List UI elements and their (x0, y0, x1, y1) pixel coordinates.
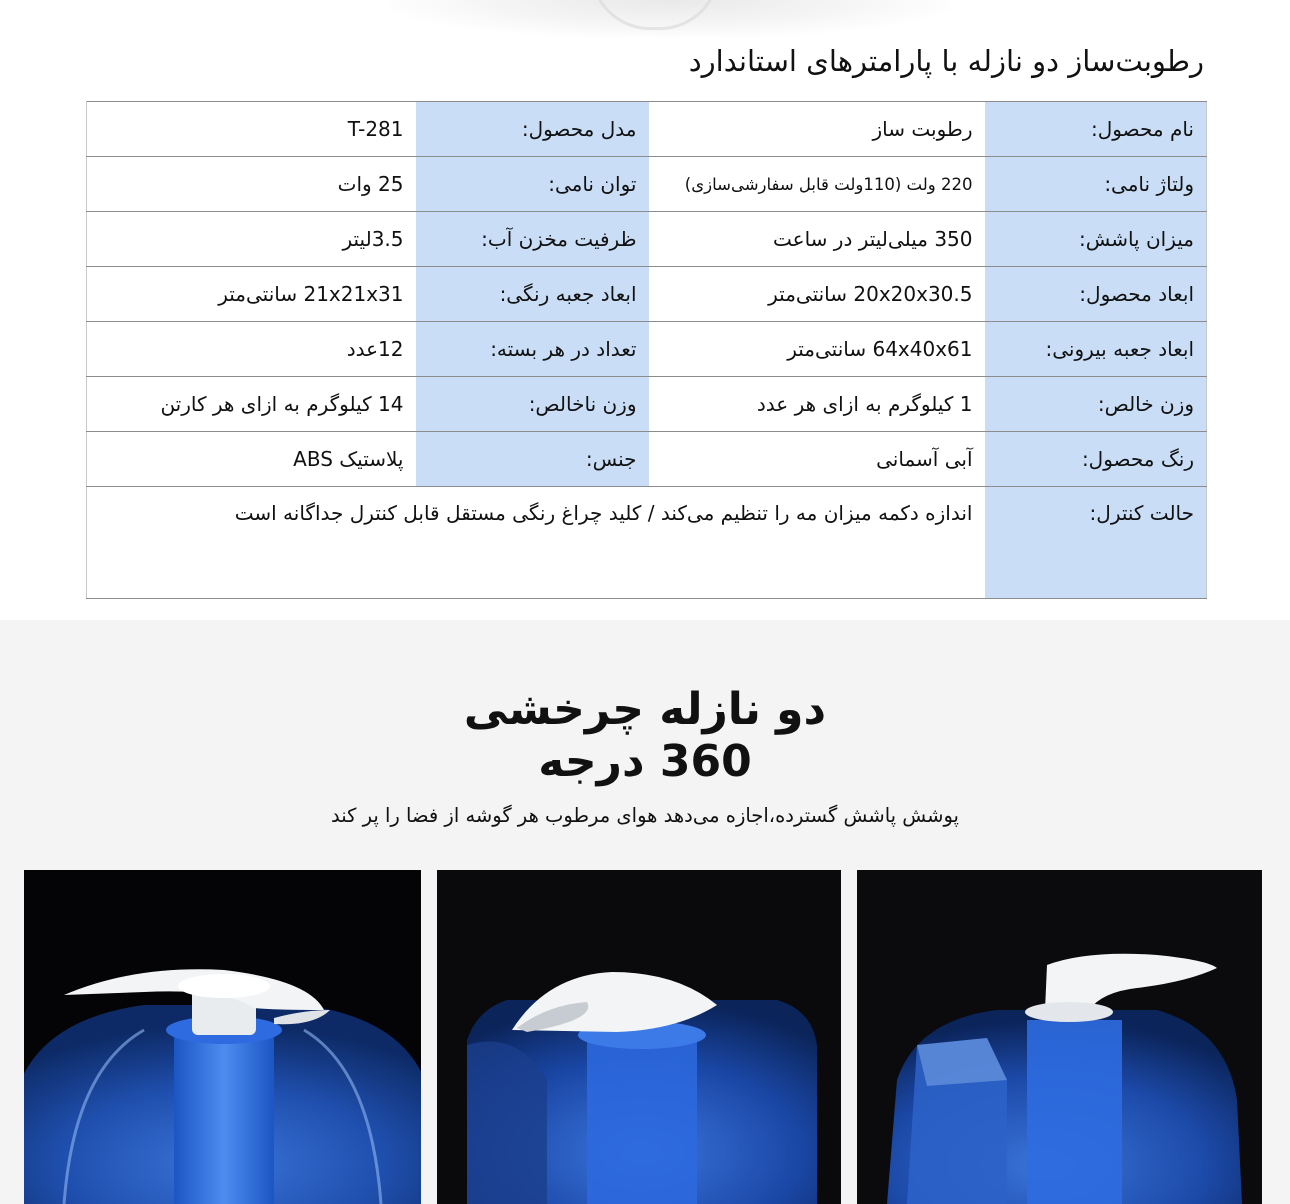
feature-subtitle: پوشش پاشش گسترده،اجازه می‌دهد هوای مرطوب هر گوشه از فضا را پر کند (331, 804, 959, 827)
spec-label: ظرفیت مخزن آب: (416, 212, 649, 267)
feature-section (0, 620, 1290, 1204)
spec-label: میزان پاشش: (985, 212, 1207, 267)
spec-value: 3.5لیتر (87, 212, 416, 267)
spec-value: 220 ولت (110ولت قابل سفارشی‌سازی) (649, 157, 985, 212)
humidifier-side-illustration (437, 870, 841, 1204)
spec-label: تعداد در هر بسته: (416, 322, 649, 377)
spec-value: اندازه دکمه میزان مه را تنظیم می‌کند / کلید چراغ رنگی مستقل قابل کنترل جداگانه است (87, 487, 985, 599)
headline-line-1: دو نازله چرخشی (463, 684, 827, 735)
humidifier-front-illustration (24, 870, 421, 1204)
spec-value: 1 کیلوگرم به ازای هر عدد (649, 377, 985, 432)
table-row (87, 157, 1207, 212)
spec-value: 20x20x30.5 سانتی‌متر (649, 267, 985, 322)
spec-label: ابعاد محصول: (985, 267, 1207, 322)
product-photo-1 (24, 870, 421, 1204)
table-row (87, 322, 1207, 377)
spec-value: 25 وات (87, 157, 416, 212)
spec-label: ولتاژ نامی: (985, 157, 1207, 212)
headline-line-2: 360 درجه (538, 736, 752, 787)
spec-label: حالت کنترل: (985, 487, 1207, 599)
spec-value: T-281 (87, 102, 416, 157)
table-row (87, 102, 1207, 157)
table-row (87, 267, 1207, 322)
spec-value: 14 کیلوگرم به ازای هر کارتن (87, 377, 416, 432)
spec-table (86, 101, 1207, 599)
feature-headline (0, 684, 1290, 788)
spec-label: وزن ناخالص: (416, 377, 649, 432)
spec-value: 350 میلی‌لیتر در ساعت (649, 212, 985, 267)
product-photo-2 (437, 870, 841, 1204)
spec-value: پلاستیک ABS (87, 432, 416, 487)
spec-value: آبی آسمانی (649, 432, 985, 487)
product-photo-3 (857, 870, 1262, 1204)
spec-label: نام محصول: (985, 102, 1207, 157)
spec-title: رطوبت‌ساز دو نازله با پارامترهای استاندارد (688, 44, 1204, 78)
spec-label: مدل محصول: (416, 102, 649, 157)
spec-label: جنس: (416, 432, 649, 487)
spec-label: وزن خالص: (985, 377, 1207, 432)
humidifier-angle-illustration (857, 870, 1262, 1204)
spec-value: 21x21x31 سانتی‌متر (87, 267, 416, 322)
table-row (87, 212, 1207, 267)
table-row-control (87, 487, 1207, 599)
spec-value: رطوبت ساز (649, 102, 985, 157)
spec-label: ابعاد جعبه رنگی: (416, 267, 649, 322)
spec-label: توان نامی: (416, 157, 649, 212)
spec-value: 12عدد (87, 322, 416, 377)
table-row (87, 377, 1207, 432)
spec-value: 64x40x61 سانتی‌متر (649, 322, 985, 377)
spec-label: ابعاد جعبه بیرونی: (985, 322, 1207, 377)
table-row (87, 432, 1207, 487)
spec-label: رنگ محصول: (985, 432, 1207, 487)
